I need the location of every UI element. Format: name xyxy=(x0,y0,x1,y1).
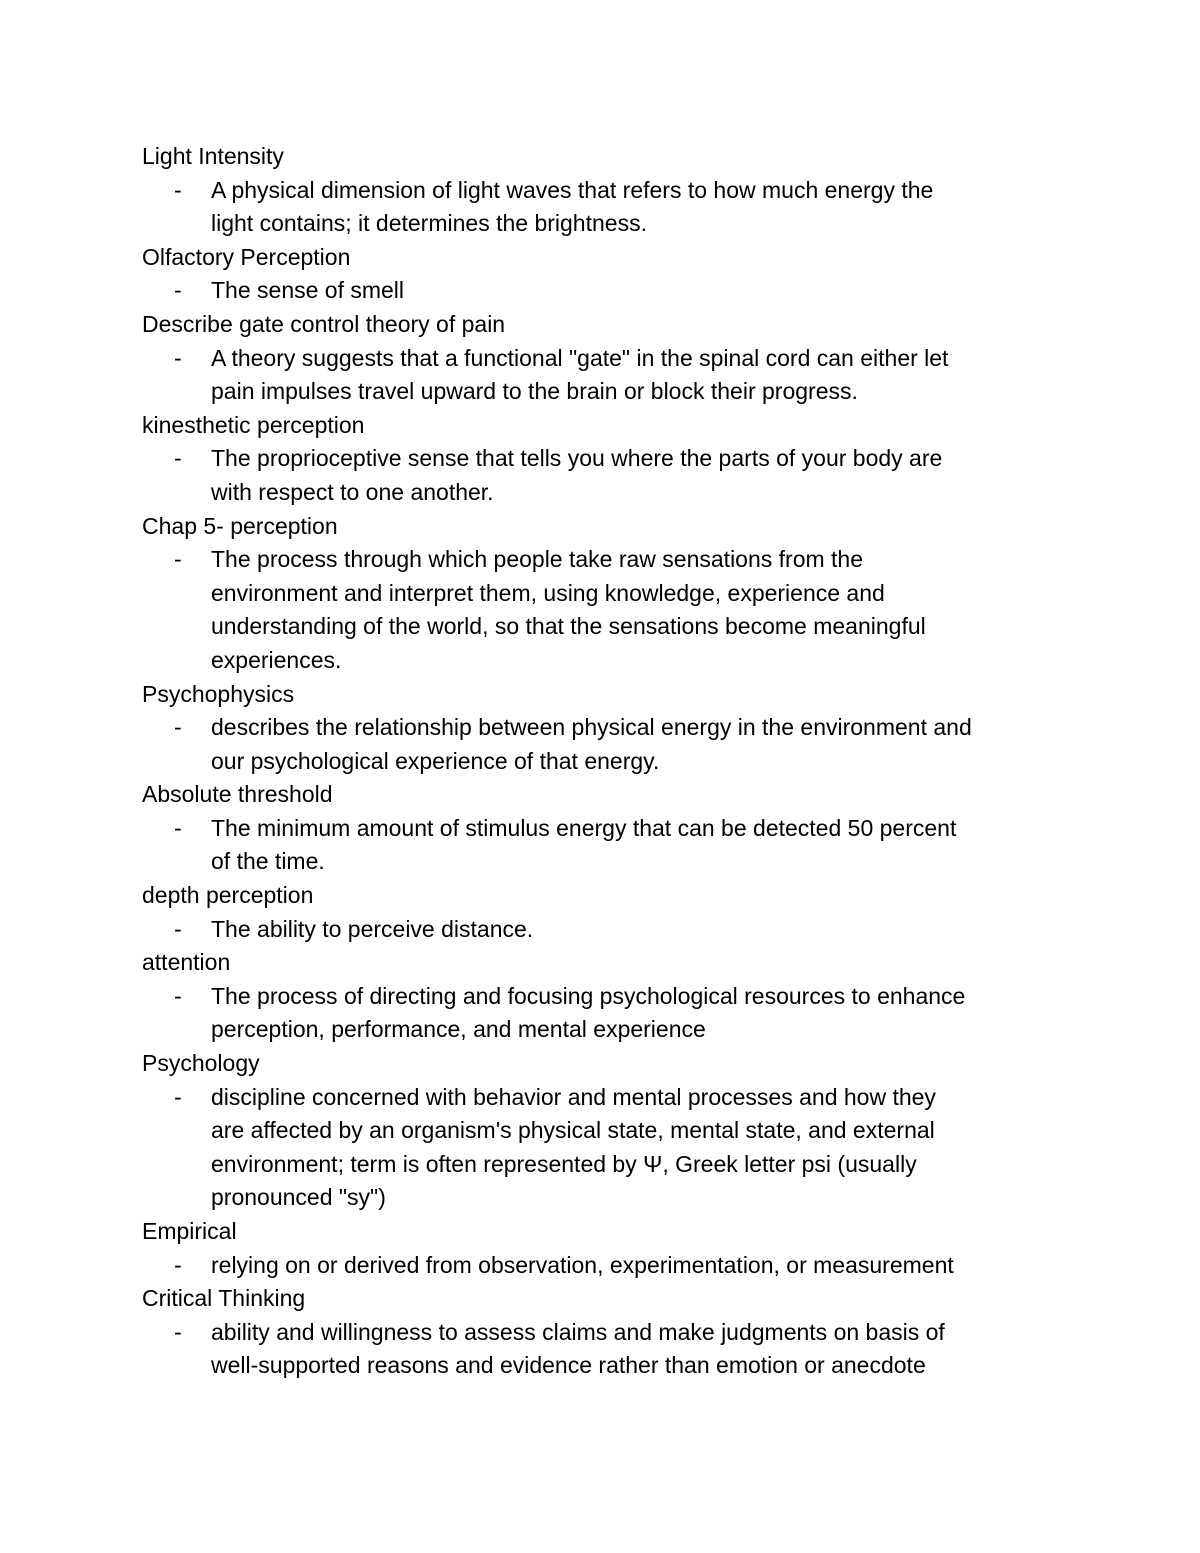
dash-bullet: - xyxy=(174,915,182,942)
definition-line: of the time. xyxy=(211,848,325,875)
note-term: Light Intensity xyxy=(142,143,284,169)
definition-line: our psychological experience of that energy. xyxy=(211,747,660,774)
note-definition xyxy=(142,1249,1102,1283)
definition-line: well-supported reasons and evidence rather than emotion or anecdote xyxy=(211,1352,926,1379)
note-term: Critical Thinking xyxy=(142,1285,306,1312)
dash-bullet: - xyxy=(174,546,182,573)
note-definition xyxy=(142,342,1102,409)
dash-bullet: - xyxy=(174,445,182,472)
note-term: depth perception xyxy=(142,882,314,909)
note-definition xyxy=(142,812,1102,879)
definition-line: describes the relationship between physical energy in the environment and xyxy=(211,714,972,741)
note-definition xyxy=(142,1081,1102,1215)
definition-line: are affected by an organism's physical state, mental state, and external xyxy=(211,1117,935,1144)
dash-bullet: - xyxy=(174,344,182,371)
definition-line: A theory suggests that a functional "gate" in the spinal cord can either let xyxy=(211,344,949,371)
definition-line: The process through which people take raw sensations from the xyxy=(211,546,864,573)
definition-line: light contains; it determines the brightness. xyxy=(211,210,647,237)
dash-bullet: - xyxy=(174,814,182,841)
definition-line: understanding of the world, so that the sensations become meaningful xyxy=(211,613,926,640)
dash-bullet: - xyxy=(174,1251,182,1278)
note-definition xyxy=(142,543,1102,677)
definition-line: environment and interpret them, using knowledge, experience and xyxy=(211,579,885,606)
note-entry xyxy=(142,140,1102,241)
note-definition xyxy=(142,274,1102,308)
note-entry xyxy=(142,1215,1102,1282)
definition-line: perception, performance, and mental experience xyxy=(211,1016,706,1043)
dash-bullet: - xyxy=(174,1083,182,1110)
note-term: Describe gate control theory of pain xyxy=(142,310,506,337)
note-definition xyxy=(142,442,1102,509)
dash-bullet: - xyxy=(174,1318,182,1345)
note-term: Absolute threshold xyxy=(142,781,333,808)
definition-line: pronounced "sy") xyxy=(211,1184,386,1211)
definition-line: The proprioceptive sense that tells you where the parts of your body are xyxy=(211,445,943,472)
definition-line: relying on or derived from observation, experimentation, or measurement xyxy=(211,1251,954,1278)
definition-line: pain impulses travel upward to the brain or block their progress. xyxy=(211,378,858,405)
note-entry xyxy=(142,778,1102,879)
definition-line: ability and willingness to assess claims and make judgments on basis of xyxy=(211,1318,945,1345)
definition-line: The sense of smell xyxy=(211,277,405,304)
note-entry xyxy=(142,241,1102,308)
definition-line: with respect to one another. xyxy=(211,478,494,505)
note-term: Empirical xyxy=(142,1218,237,1244)
note-entry xyxy=(142,678,1102,779)
note-entry xyxy=(142,946,1102,1047)
note-entry xyxy=(142,1282,1102,1383)
note-entry xyxy=(142,879,1102,946)
note-definition xyxy=(142,711,1102,778)
note-term: Olfactory Perception xyxy=(142,243,351,270)
definition-line: environment; term is often represented by Ψ, Greek letter psi (usually xyxy=(211,1150,917,1177)
dash-bullet: - xyxy=(174,277,182,304)
definition-line: The ability to perceive distance. xyxy=(211,915,534,942)
note-entry xyxy=(142,308,1102,409)
note-term: Psychology xyxy=(142,1050,260,1077)
note-entry xyxy=(142,510,1102,678)
dash-bullet: - xyxy=(174,714,182,741)
definition-line: A physical dimension of light waves that refers to how much energy the xyxy=(211,176,934,203)
note-definition xyxy=(142,980,1102,1047)
note-term: Psychophysics xyxy=(142,680,295,707)
note-term: attention xyxy=(142,949,231,976)
dash-bullet: - xyxy=(174,176,182,203)
definition-line: discipline concerned with behavior and mental processes and how they xyxy=(211,1083,936,1110)
note-definition xyxy=(142,913,1102,947)
note-entry xyxy=(142,409,1102,510)
dash-bullet: - xyxy=(174,982,182,1009)
note-entry xyxy=(142,1047,1102,1215)
definition-line: experiences. xyxy=(211,646,342,673)
note-term: kinesthetic perception xyxy=(142,411,365,438)
definition-line: The minimum amount of stimulus energy that can be detected 50 percent xyxy=(211,814,957,841)
definition-line: The process of directing and focusing psychological resources to enhance xyxy=(211,982,966,1009)
note-definition xyxy=(142,1316,1102,1383)
notes-list xyxy=(142,140,1102,1383)
note-definition xyxy=(142,174,1102,241)
note-term: Chap 5- perception xyxy=(142,512,338,539)
